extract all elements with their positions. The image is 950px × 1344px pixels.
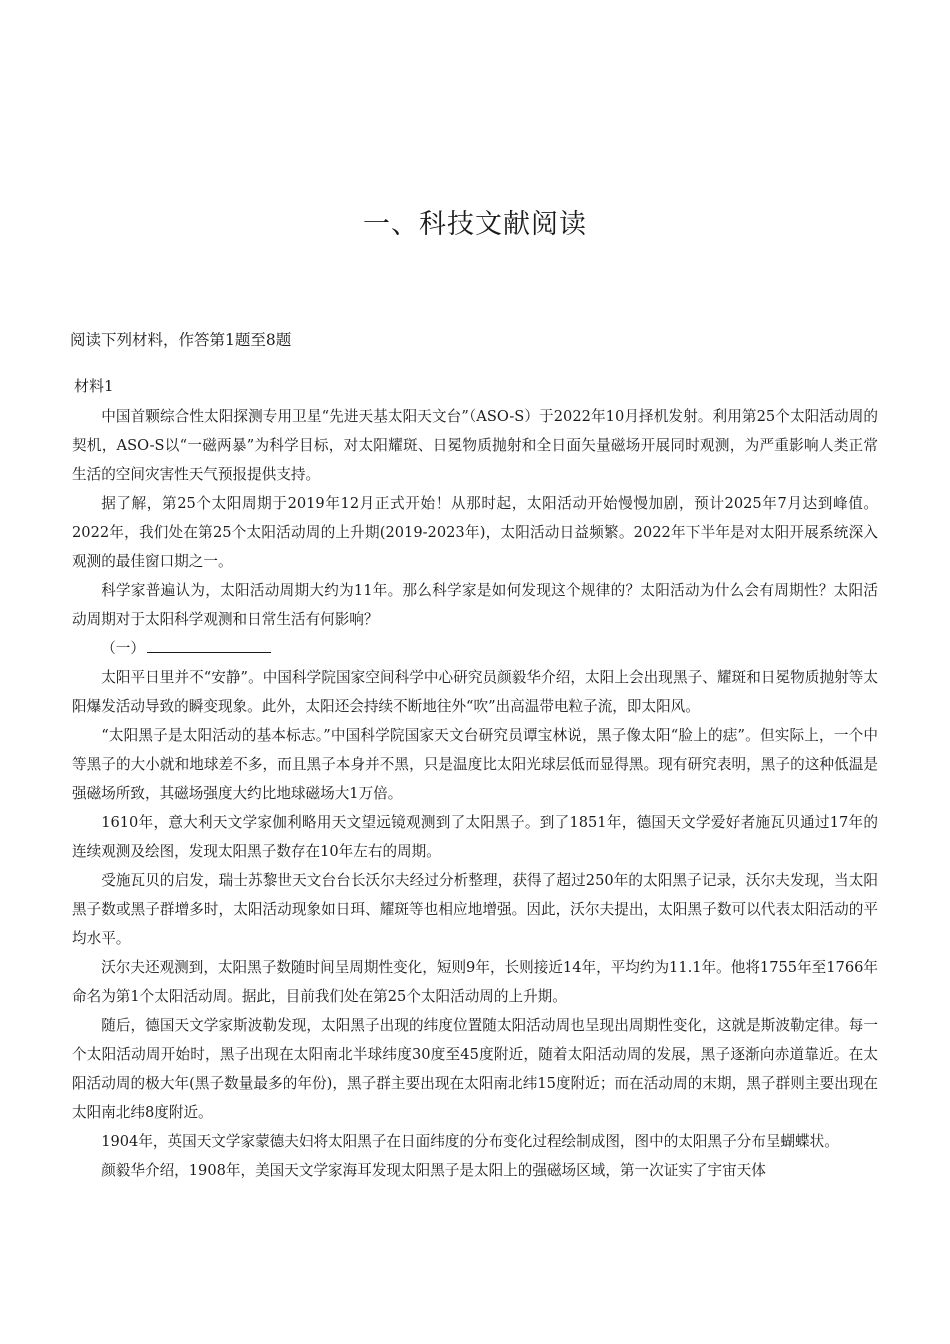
section-marker-line bbox=[72, 634, 878, 663]
section-marker: （一） bbox=[101, 640, 145, 657]
paragraph: 随后，德国天文学家斯波勒发现，太阳黑子出现的纬度位置随太阳活动周也呈现出周期性变化，这就是斯波勒定律。每一个太阳活动周开始时，黑子出现在太阳南北半球纬度30度至45度附近，随着太阳活动周的发展，黑子逐渐向赤道靠近。在太阳活动周的极大年(黑子数量最多的年份)，黑子群主要出现在太阳南北纬15度附近；而在活动周的末期，黑子群则主要出现在太阳南北纬8度附近。 bbox=[72, 1017, 878, 1121]
paragraph: 据了解，第25个太阳周期于2019年12月正式开始！从那时起，太阳活动开始慢慢加剧，预计2025年7月达到峰值。2022年，我们处在第25个太阳活动周的上升期(2019-2023年)，太阳活动日益频繁。2022年下半年是对太阳开展系统深入观测的最佳窗口期之一。 bbox=[72, 495, 878, 570]
blank-underline bbox=[147, 638, 271, 653]
paragraph: 沃尔夫还观测到，太阳黑子数随时间呈周期性变化，短则9年，长则接近14年，平均约为11.1年。他将1755年至1766年命名为第1个太阳活动周。据此，目前我们处在第25个太阳活动周的上升期。 bbox=[72, 959, 878, 1005]
paragraph: 中国首颗综合性太阳探测专用卫星“先进天基太阳天文台”（ASO-S）于2022年10月择机发射。利用第25个太阳活动周的契机，ASO-S以“一磁两暴”为科学目标，对太阳耀斑、日冕物质抛射和全日面矢量磁场开展同时观测，为严重影响人类正常生活的空间灾害性天气预报提供支持。 bbox=[72, 408, 878, 483]
paragraph: 1904年，英国天文学家蒙德夫妇将太阳黑子在日面纬度的分布变化过程绘制成图，图中的太阳黑子分布呈蝴蝶状。 bbox=[101, 1133, 839, 1150]
paragraph: “太阳黑子是太阳活动的基本标志。”中国科学院国家天文台研究员谭宝林说，黑子像太阳“脸上的痣”。但实际上，一个中等黑子的大小就和地球差不多，而且黑子本身并不黑，只是温度比太阳光球层低而显得黑。现有研究表明，黑子的这种低温是强磁场所致，其磁场强度大约比地球磁场大1万倍。 bbox=[72, 727, 878, 802]
reading-instruction: 阅读下列材料，作答第1题至8题 bbox=[70, 331, 292, 349]
paragraph: 受施瓦贝的启发，瑞士苏黎世天文台台长沃尔夫经过分析整理，获得了超过250年的太阳黑子记录，沃尔夫发现，当太阳黑子数或黑子群增多时，太阳活动现象如日珥、耀斑等也相应地增强。因此，沃尔夫提出，太阳黑子数可以代表太阳活动的平均水平。 bbox=[72, 872, 878, 947]
material-label: 材料1 bbox=[74, 377, 114, 395]
page-title: 一、科技文献阅读 bbox=[363, 209, 587, 240]
article-body bbox=[72, 402, 878, 1185]
paragraph: 1610年，意大利天文学家伽利略用天文望远镜观测到了太阳黑子。到了1851年，德国天文学爱好者施瓦贝通过17年的连续观测及绘图，发现太阳黑子数存在10年左右的周期。 bbox=[72, 814, 878, 860]
paragraph: 科学家普遍认为，太阳活动周期大约为11年。那么科学家是如何发现这个规律的？太阳活动为什么会有周期性？太阳活动周期对于太阳科学观测和日常生活有何影响？ bbox=[72, 582, 878, 628]
paragraph: 颜毅华介绍，1908年，美国天文学家海耳发现太阳黑子是太阳上的强磁场区域，第一次证实了宇宙天体 bbox=[101, 1162, 766, 1179]
paragraph: 太阳平日里并不“安静”。中国科学院国家空间科学中心研究员颜毅华介绍，太阳上会出现黑子、耀斑和日冕物质抛射等太阳爆发活动导致的瞬变现象。此外，太阳还会持续不断地往外“吹”出高温带电粒子流，即太阳风。 bbox=[72, 669, 878, 715]
